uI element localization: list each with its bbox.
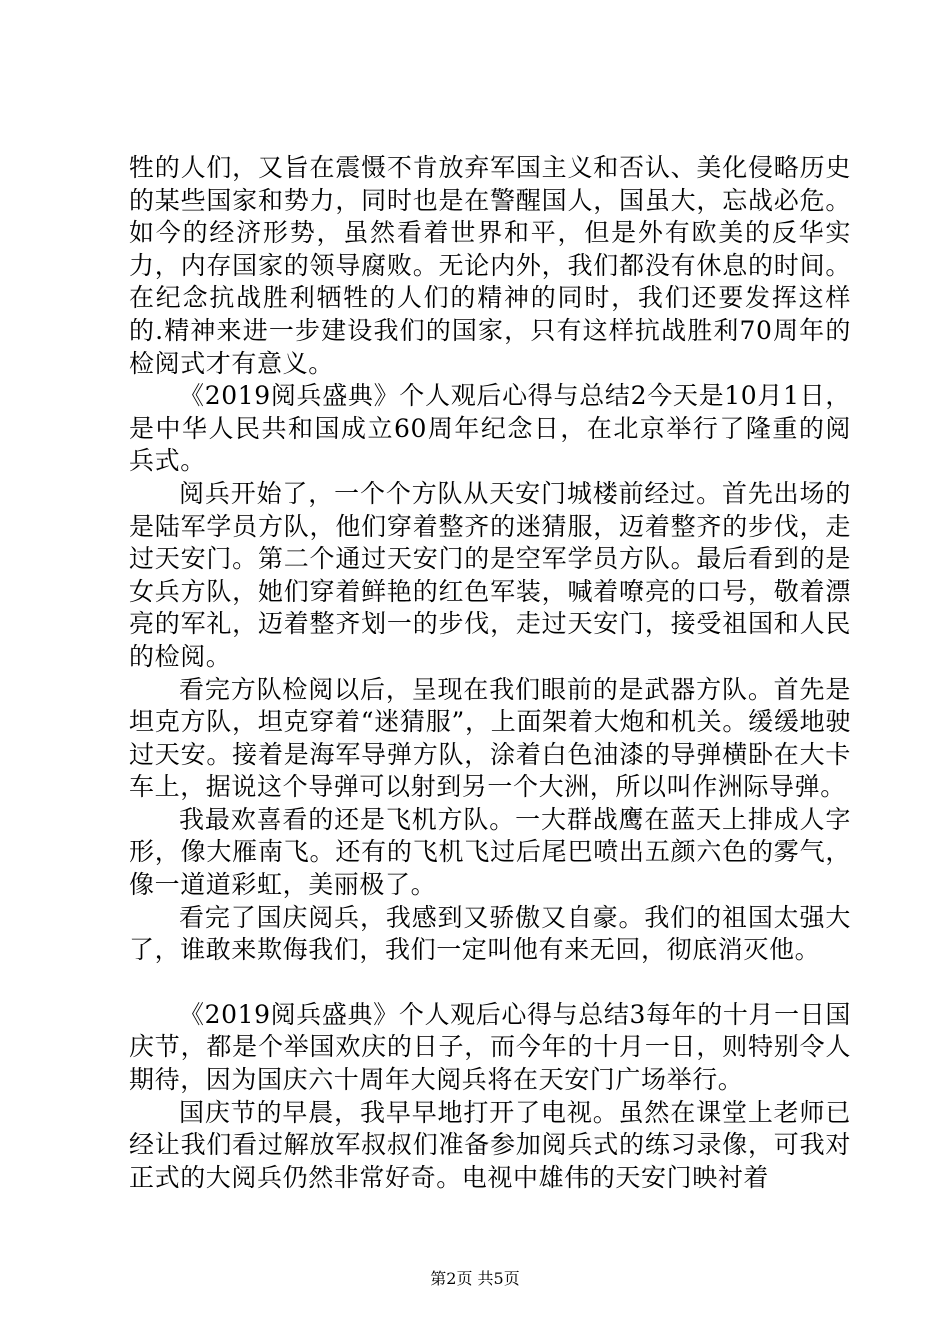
page-number-footer: 第2页 共5页 bbox=[430, 1269, 520, 1288]
paragraph-7: 《2019阅兵盛典》个人观后心得与总结3每年的十月一日国庆节，都是个举国欢庆的日子，而今年的十月一日，则特别令人期待，因为国庆六十周年大阅兵将在天安门广场举行。 bbox=[129, 999, 851, 1095]
document-body bbox=[129, 152, 851, 1194]
paragraph-3: 阅兵开始了，一个个方队从天安门城楼前经过。首先出场的是陆军学员方队，他们穿着整齐的迷猜服，迈着整齐的步伐，走过天安门。第二个通过天安门的是空军学员方队。最后看到的是女兵方队，她们穿着鲜艳的红色军装，喊着嘹亮的口号，敬着漂亮的军礼，迈着整齐划一的步伐，走过天安门，接受祖国和人民的检阅。 bbox=[129, 478, 851, 671]
paragraph-8: 国庆节的早晨，我早早地打开了电视。虽然在课堂上老师已经让我们看过解放军叔叔们准备参加阅兵式的练习录像，可我对正式的大阅兵仍然非常好奇。电视中雄伟的天安门映衬着 bbox=[129, 1097, 851, 1192]
paragraph-2: 《2019阅兵盛典》个人观后心得与总结2今天是10月1日，是中华人民共和国成立60周年纪念日，在北京举行了隆重的阅兵式。 bbox=[129, 381, 851, 476]
paragraph-6: 看完了国庆阅兵，我感到又骄傲又自豪。我们的祖国太强大了，谁敢来欺侮我们，我们一定叫他有来无回，彻底消灭他。 bbox=[129, 902, 851, 965]
paragraph-4: 看完方队检阅以后，呈现在我们眼前的是武器方队。首先是坦克方队，坦克穿着“迷猜服”，上面架着大炮和机关。缓缓地驶过天安。接着是海军导弹方队，涂着白色油漆的导弹横卧在大卡车上，据说这个导弹可以射到另一个大洲，所以叫作洲际导弹。 bbox=[129, 674, 851, 802]
paragraph-5: 我最欢喜看的还是飞机方队。一大群战鹰在蓝天上排成人字形，像大雁南飞。还有的飞机飞过后尾巴喷出五颜六色的雾气，像一道道彩虹，美丽极了。 bbox=[129, 804, 851, 900]
paragraph-1: 牲的人们，又旨在震慑不肯放弃军国主义和否认、美化侵略历史的某些国家和势力，同时也是在警醒国人，国虽大，忘战必危。如今的经济形势，虽然看着世界和平，但是外有欧美的反华实力，内存国家的领导腐败。无论内外，我们都没有休息的时间。在纪念抗战胜利牺牲的人们的精神的同时，我们还要发挥这样的.精神来进一步建设我们的国家，只有这样抗战胜利70周年的检阅式才有意义。 bbox=[129, 153, 851, 378]
paragraph-spacer bbox=[129, 967, 851, 999]
